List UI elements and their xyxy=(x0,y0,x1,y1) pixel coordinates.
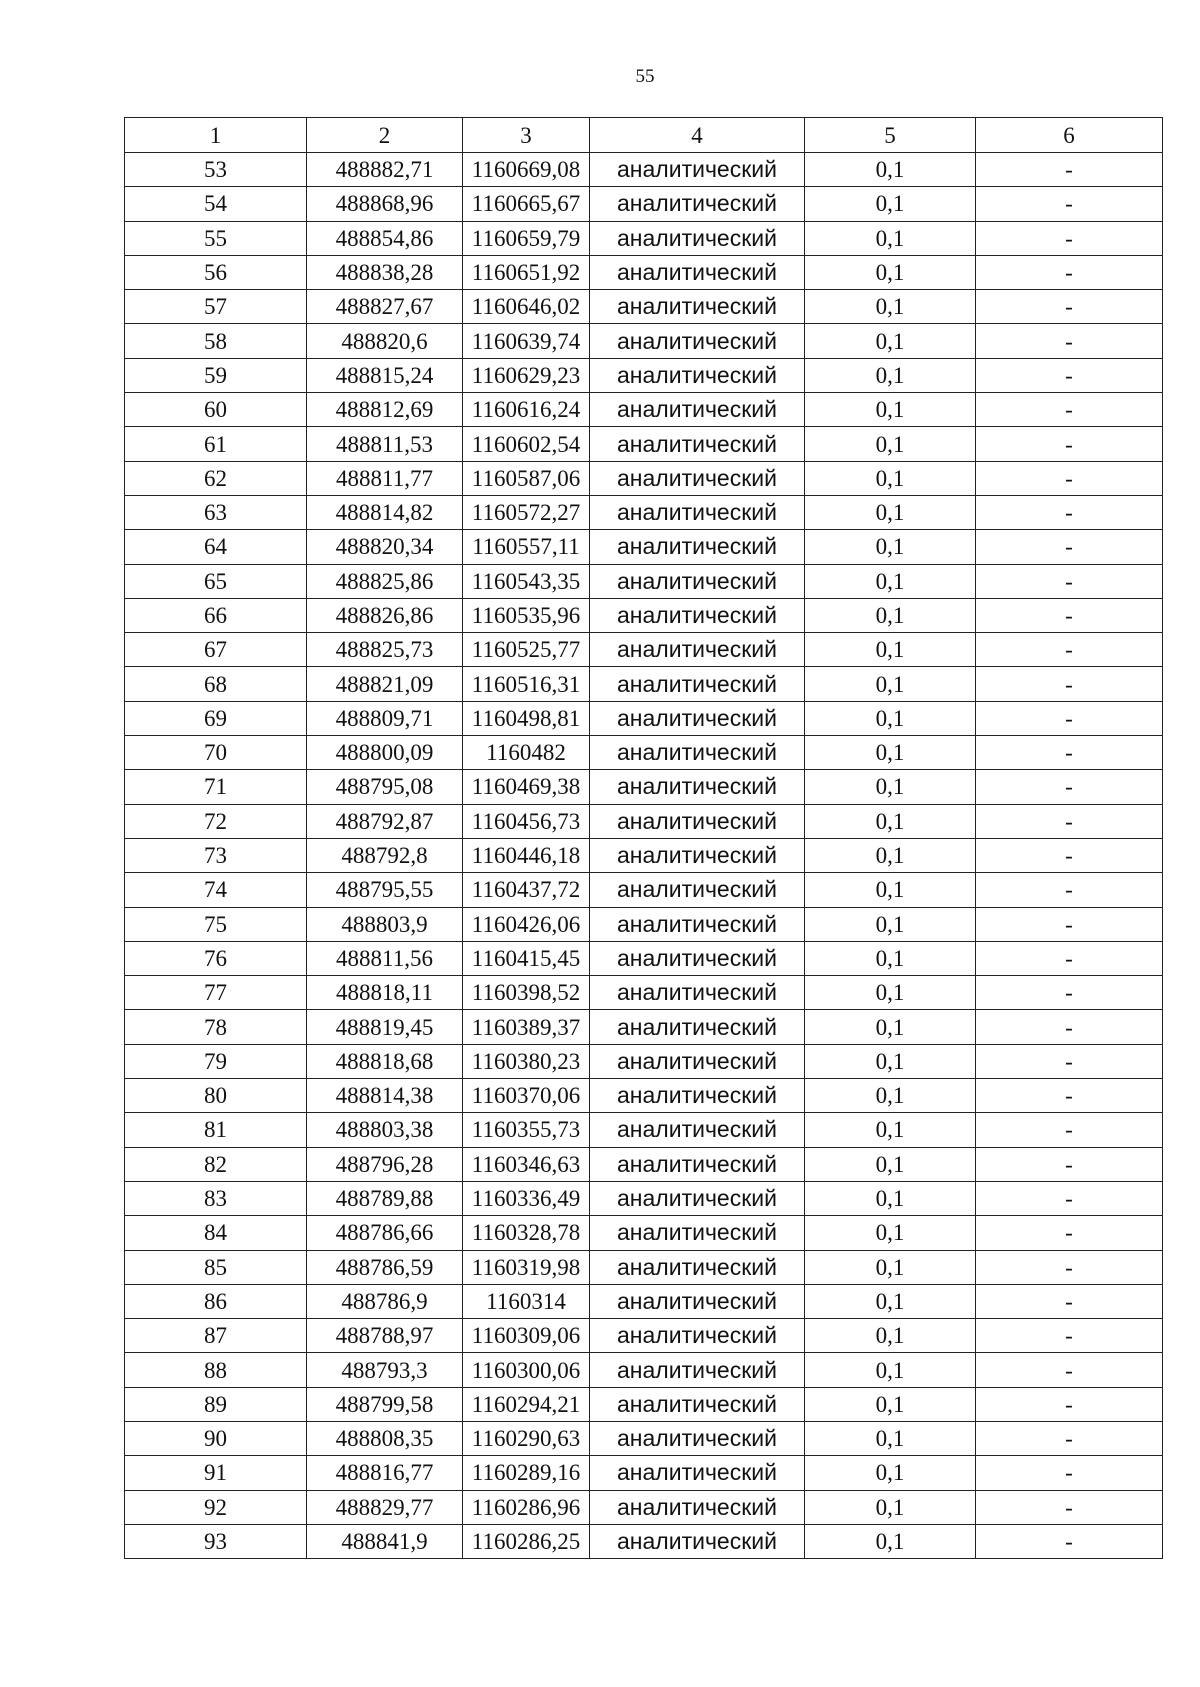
point-number-cell: 63 xyxy=(125,495,307,529)
note-cell: - xyxy=(976,1250,1163,1284)
note-cell: - xyxy=(976,804,1163,838)
table-row xyxy=(125,1456,1163,1490)
note-cell: - xyxy=(976,187,1163,221)
table-row xyxy=(125,1181,1163,1215)
coordinate-y-cell: 1160616,24 xyxy=(463,393,590,427)
coordinate-y-cell: 1160535,96 xyxy=(463,598,590,632)
table-row xyxy=(125,838,1163,872)
accuracy-cell: 0,1 xyxy=(805,1387,976,1421)
coordinate-y-cell: 1160446,18 xyxy=(463,838,590,872)
coordinate-x-cell: 488815,24 xyxy=(307,358,463,392)
point-number-cell: 73 xyxy=(125,838,307,872)
coordinate-x-cell: 488800,09 xyxy=(307,736,463,770)
note-cell: - xyxy=(976,1524,1163,1558)
table-row xyxy=(125,324,1163,358)
coordinate-y-cell: 1160328,78 xyxy=(463,1216,590,1250)
table-row xyxy=(125,187,1163,221)
coordinate-y-cell: 1160602,54 xyxy=(463,427,590,461)
note-cell: - xyxy=(976,1113,1163,1147)
column-header-5: 5 xyxy=(805,118,976,153)
method-cell: аналитический xyxy=(590,1284,805,1318)
note-cell: - xyxy=(976,633,1163,667)
table-row xyxy=(125,598,1163,632)
method-cell: аналитический xyxy=(590,804,805,838)
point-number-cell: 68 xyxy=(125,667,307,701)
table-row xyxy=(125,1353,1163,1387)
point-number-cell: 70 xyxy=(125,736,307,770)
page-number: 55 xyxy=(635,66,655,87)
note-cell: - xyxy=(976,770,1163,804)
accuracy-cell: 0,1 xyxy=(805,667,976,701)
coordinate-x-cell: 488795,55 xyxy=(307,873,463,907)
note-cell: - xyxy=(976,701,1163,735)
note-cell: - xyxy=(976,838,1163,872)
table-row xyxy=(125,873,1163,907)
point-number-cell: 84 xyxy=(125,1216,307,1250)
coordinate-x-cell: 488826,86 xyxy=(307,598,463,632)
table-row xyxy=(125,1113,1163,1147)
coordinate-y-cell: 1160646,02 xyxy=(463,290,590,324)
point-number-cell: 90 xyxy=(125,1421,307,1455)
point-number-cell: 76 xyxy=(125,941,307,975)
coordinate-y-cell: 1160370,06 xyxy=(463,1079,590,1113)
method-cell: аналитический xyxy=(590,941,805,975)
accuracy-cell: 0,1 xyxy=(805,736,976,770)
accuracy-cell: 0,1 xyxy=(805,907,976,941)
point-number-cell: 74 xyxy=(125,873,307,907)
coordinate-y-cell: 1160294,21 xyxy=(463,1387,590,1421)
note-cell: - xyxy=(976,564,1163,598)
table-row xyxy=(125,1216,1163,1250)
coordinate-y-cell: 1160286,96 xyxy=(463,1490,590,1524)
column-header-4: 4 xyxy=(590,118,805,153)
coordinate-y-cell: 1160336,49 xyxy=(463,1181,590,1215)
coordinate-x-cell: 488854,86 xyxy=(307,221,463,255)
method-cell: аналитический xyxy=(590,907,805,941)
note-cell: - xyxy=(976,1079,1163,1113)
point-number-cell: 55 xyxy=(125,221,307,255)
table-body xyxy=(125,153,1163,1559)
point-number-cell: 54 xyxy=(125,187,307,221)
point-number-cell: 58 xyxy=(125,324,307,358)
note-cell: - xyxy=(976,530,1163,564)
accuracy-cell: 0,1 xyxy=(805,153,976,187)
note-cell: - xyxy=(976,290,1163,324)
note-cell: - xyxy=(976,1181,1163,1215)
accuracy-cell: 0,1 xyxy=(805,1079,976,1113)
coordinate-y-cell: 1160525,77 xyxy=(463,633,590,667)
note-cell: - xyxy=(976,1456,1163,1490)
point-number-cell: 61 xyxy=(125,427,307,461)
method-cell: аналитический xyxy=(590,393,805,427)
point-number-cell: 67 xyxy=(125,633,307,667)
method-cell: аналитический xyxy=(590,358,805,392)
table-row xyxy=(125,1010,1163,1044)
table-row xyxy=(125,1284,1163,1318)
coordinate-y-cell: 1160389,37 xyxy=(463,1010,590,1044)
point-number-cell: 93 xyxy=(125,1524,307,1558)
method-cell: аналитический xyxy=(590,598,805,632)
point-number-cell: 85 xyxy=(125,1250,307,1284)
coordinate-y-cell: 1160456,73 xyxy=(463,804,590,838)
table-row xyxy=(125,495,1163,529)
coordinate-x-cell: 488795,08 xyxy=(307,770,463,804)
method-cell: аналитический xyxy=(590,1044,805,1078)
coordinate-x-cell: 488786,66 xyxy=(307,1216,463,1250)
method-cell: аналитический xyxy=(590,736,805,770)
accuracy-cell: 0,1 xyxy=(805,873,976,907)
coordinate-x-cell: 488799,58 xyxy=(307,1387,463,1421)
coordinate-y-cell: 1160639,74 xyxy=(463,324,590,358)
table-row xyxy=(125,1044,1163,1078)
table-row xyxy=(125,358,1163,392)
accuracy-cell: 0,1 xyxy=(805,530,976,564)
table-row xyxy=(125,427,1163,461)
point-number-cell: 64 xyxy=(125,530,307,564)
table-row xyxy=(125,1387,1163,1421)
column-header-2: 2 xyxy=(307,118,463,153)
method-cell: аналитический xyxy=(590,221,805,255)
table-header-row xyxy=(125,118,1163,153)
accuracy-cell: 0,1 xyxy=(805,427,976,461)
accuracy-cell: 0,1 xyxy=(805,1044,976,1078)
coordinate-y-cell: 1160346,63 xyxy=(463,1147,590,1181)
coordinate-x-cell: 488789,88 xyxy=(307,1181,463,1215)
accuracy-cell: 0,1 xyxy=(805,1421,976,1455)
coordinate-x-cell: 488868,96 xyxy=(307,187,463,221)
accuracy-cell: 0,1 xyxy=(805,564,976,598)
accuracy-cell: 0,1 xyxy=(805,1456,976,1490)
table-row xyxy=(125,255,1163,289)
coordinate-y-cell: 1160543,35 xyxy=(463,564,590,598)
method-cell: аналитический xyxy=(590,838,805,872)
accuracy-cell: 0,1 xyxy=(805,1010,976,1044)
table-row xyxy=(125,393,1163,427)
coordinate-y-cell: 1160319,98 xyxy=(463,1250,590,1284)
coordinate-x-cell: 488786,9 xyxy=(307,1284,463,1318)
accuracy-cell: 0,1 xyxy=(805,461,976,495)
coordinate-y-cell: 1160587,06 xyxy=(463,461,590,495)
point-number-cell: 83 xyxy=(125,1181,307,1215)
point-number-cell: 53 xyxy=(125,153,307,187)
note-cell: - xyxy=(976,1387,1163,1421)
coordinate-y-cell: 1160469,38 xyxy=(463,770,590,804)
table-row xyxy=(125,941,1163,975)
coordinate-x-cell: 488821,09 xyxy=(307,667,463,701)
coordinate-x-cell: 488812,69 xyxy=(307,393,463,427)
coordinate-y-cell: 1160289,16 xyxy=(463,1456,590,1490)
accuracy-cell: 0,1 xyxy=(805,1147,976,1181)
table-row xyxy=(125,153,1163,187)
note-cell: - xyxy=(976,153,1163,187)
point-number-cell: 82 xyxy=(125,1147,307,1181)
note-cell: - xyxy=(976,1216,1163,1250)
method-cell: аналитический xyxy=(590,461,805,495)
coordinate-x-cell: 488811,53 xyxy=(307,427,463,461)
method-cell: аналитический xyxy=(590,1421,805,1455)
coordinate-y-cell: 1160286,25 xyxy=(463,1524,590,1558)
accuracy-cell: 0,1 xyxy=(805,187,976,221)
table-row xyxy=(125,1147,1163,1181)
note-cell: - xyxy=(976,976,1163,1010)
point-number-cell: 87 xyxy=(125,1319,307,1353)
accuracy-cell: 0,1 xyxy=(805,1250,976,1284)
method-cell: аналитический xyxy=(590,1010,805,1044)
accuracy-cell: 0,1 xyxy=(805,255,976,289)
method-cell: аналитический xyxy=(590,1079,805,1113)
point-number-cell: 92 xyxy=(125,1490,307,1524)
method-cell: аналитический xyxy=(590,153,805,187)
column-header-1: 1 xyxy=(125,118,307,153)
coordinate-y-cell: 1160415,45 xyxy=(463,941,590,975)
note-cell: - xyxy=(976,461,1163,495)
point-number-cell: 59 xyxy=(125,358,307,392)
coordinate-x-cell: 488818,68 xyxy=(307,1044,463,1078)
coordinate-x-cell: 488811,56 xyxy=(307,941,463,975)
coordinate-x-cell: 488829,77 xyxy=(307,1490,463,1524)
note-cell: - xyxy=(976,495,1163,529)
coordinate-y-cell: 1160669,08 xyxy=(463,153,590,187)
column-header-3: 3 xyxy=(463,118,590,153)
note-cell: - xyxy=(976,324,1163,358)
coordinate-y-cell: 1160437,72 xyxy=(463,873,590,907)
table-row xyxy=(125,1250,1163,1284)
coordinate-y-cell: 1160314 xyxy=(463,1284,590,1318)
coordinate-x-cell: 488814,82 xyxy=(307,495,463,529)
coordinate-x-cell: 488882,71 xyxy=(307,153,463,187)
method-cell: аналитический xyxy=(590,530,805,564)
accuracy-cell: 0,1 xyxy=(805,633,976,667)
coordinate-x-cell: 488792,8 xyxy=(307,838,463,872)
point-number-cell: 91 xyxy=(125,1456,307,1490)
accuracy-cell: 0,1 xyxy=(805,495,976,529)
accuracy-cell: 0,1 xyxy=(805,358,976,392)
coordinate-y-cell: 1160355,73 xyxy=(463,1113,590,1147)
method-cell: аналитический xyxy=(590,1147,805,1181)
coordinate-x-cell: 488838,28 xyxy=(307,255,463,289)
coordinate-x-cell: 488811,77 xyxy=(307,461,463,495)
note-cell: - xyxy=(976,1010,1163,1044)
coordinate-x-cell: 488808,35 xyxy=(307,1421,463,1455)
table-row xyxy=(125,907,1163,941)
point-number-cell: 60 xyxy=(125,393,307,427)
point-number-cell: 62 xyxy=(125,461,307,495)
point-number-cell: 81 xyxy=(125,1113,307,1147)
note-cell: - xyxy=(976,1421,1163,1455)
coordinate-x-cell: 488825,86 xyxy=(307,564,463,598)
table-row xyxy=(125,221,1163,255)
coordinate-y-cell: 1160398,52 xyxy=(463,976,590,1010)
method-cell: аналитический xyxy=(590,1319,805,1353)
coordinate-x-cell: 488796,28 xyxy=(307,1147,463,1181)
point-number-cell: 71 xyxy=(125,770,307,804)
coordinate-x-cell: 488841,9 xyxy=(307,1524,463,1558)
coordinate-y-cell: 1160659,79 xyxy=(463,221,590,255)
note-cell: - xyxy=(976,358,1163,392)
accuracy-cell: 0,1 xyxy=(805,290,976,324)
table-row xyxy=(125,1319,1163,1353)
method-cell: аналитический xyxy=(590,633,805,667)
point-number-cell: 79 xyxy=(125,1044,307,1078)
point-number-cell: 78 xyxy=(125,1010,307,1044)
coordinate-y-cell: 1160516,31 xyxy=(463,667,590,701)
note-cell: - xyxy=(976,393,1163,427)
coordinate-y-cell: 1160572,27 xyxy=(463,495,590,529)
table-row xyxy=(125,701,1163,735)
coordinate-y-cell: 1160380,23 xyxy=(463,1044,590,1078)
accuracy-cell: 0,1 xyxy=(805,324,976,358)
note-cell: - xyxy=(976,1044,1163,1078)
point-number-cell: 86 xyxy=(125,1284,307,1318)
coordinate-x-cell: 488825,73 xyxy=(307,633,463,667)
coordinate-y-cell: 1160290,63 xyxy=(463,1421,590,1455)
table-row xyxy=(125,804,1163,838)
method-cell: аналитический xyxy=(590,290,805,324)
accuracy-cell: 0,1 xyxy=(805,1284,976,1318)
table-row xyxy=(125,1421,1163,1455)
coordinate-y-cell: 1160557,11 xyxy=(463,530,590,564)
table-row xyxy=(125,1490,1163,1524)
method-cell: аналитический xyxy=(590,1113,805,1147)
coordinate-y-cell: 1160300,06 xyxy=(463,1353,590,1387)
method-cell: аналитический xyxy=(590,1181,805,1215)
method-cell: аналитический xyxy=(590,1524,805,1558)
method-cell: аналитический xyxy=(590,667,805,701)
method-cell: аналитический xyxy=(590,495,805,529)
point-number-cell: 65 xyxy=(125,564,307,598)
coordinate-x-cell: 488814,38 xyxy=(307,1079,463,1113)
point-number-cell: 77 xyxy=(125,976,307,1010)
point-number-cell: 80 xyxy=(125,1079,307,1113)
coordinate-x-cell: 488809,71 xyxy=(307,701,463,735)
table-row xyxy=(125,976,1163,1010)
note-cell: - xyxy=(976,736,1163,770)
accuracy-cell: 0,1 xyxy=(805,1181,976,1215)
coordinate-y-cell: 1160629,23 xyxy=(463,358,590,392)
method-cell: аналитический xyxy=(590,701,805,735)
table-row xyxy=(125,633,1163,667)
method-cell: аналитический xyxy=(590,564,805,598)
method-cell: аналитический xyxy=(590,1456,805,1490)
table-row xyxy=(125,667,1163,701)
point-number-cell: 57 xyxy=(125,290,307,324)
note-cell: - xyxy=(976,667,1163,701)
note-cell: - xyxy=(976,1353,1163,1387)
coordinate-x-cell: 488788,97 xyxy=(307,1319,463,1353)
column-header-6: 6 xyxy=(976,118,1163,153)
point-number-cell: 69 xyxy=(125,701,307,735)
coordinate-x-cell: 488786,59 xyxy=(307,1250,463,1284)
coordinate-x-cell: 488827,67 xyxy=(307,290,463,324)
point-number-cell: 75 xyxy=(125,907,307,941)
accuracy-cell: 0,1 xyxy=(805,393,976,427)
accuracy-cell: 0,1 xyxy=(805,1524,976,1558)
method-cell: аналитический xyxy=(590,1216,805,1250)
accuracy-cell: 0,1 xyxy=(805,221,976,255)
accuracy-cell: 0,1 xyxy=(805,1319,976,1353)
accuracy-cell: 0,1 xyxy=(805,838,976,872)
coordinate-y-cell: 1160426,06 xyxy=(463,907,590,941)
point-number-cell: 66 xyxy=(125,598,307,632)
coordinate-y-cell: 1160482 xyxy=(463,736,590,770)
method-cell: аналитический xyxy=(590,427,805,461)
accuracy-cell: 0,1 xyxy=(805,598,976,632)
table-row xyxy=(125,1524,1163,1558)
note-cell: - xyxy=(976,1147,1163,1181)
method-cell: аналитический xyxy=(590,324,805,358)
point-number-cell: 72 xyxy=(125,804,307,838)
table-row xyxy=(125,564,1163,598)
note-cell: - xyxy=(976,1284,1163,1318)
method-cell: аналитический xyxy=(590,873,805,907)
note-cell: - xyxy=(976,907,1163,941)
coordinate-x-cell: 488793,3 xyxy=(307,1353,463,1387)
coordinate-x-cell: 488818,11 xyxy=(307,976,463,1010)
method-cell: аналитический xyxy=(590,1387,805,1421)
coordinates-table xyxy=(124,117,1163,1559)
method-cell: аналитический xyxy=(590,255,805,289)
accuracy-cell: 0,1 xyxy=(805,1216,976,1250)
note-cell: - xyxy=(976,941,1163,975)
coordinate-x-cell: 488820,34 xyxy=(307,530,463,564)
accuracy-cell: 0,1 xyxy=(805,1353,976,1387)
note-cell: - xyxy=(976,873,1163,907)
note-cell: - xyxy=(976,427,1163,461)
note-cell: - xyxy=(976,255,1163,289)
table-row xyxy=(125,530,1163,564)
accuracy-cell: 0,1 xyxy=(805,701,976,735)
accuracy-cell: 0,1 xyxy=(805,1113,976,1147)
table-row xyxy=(125,461,1163,495)
coordinate-x-cell: 488803,9 xyxy=(307,907,463,941)
point-number-cell: 56 xyxy=(125,255,307,289)
accuracy-cell: 0,1 xyxy=(805,976,976,1010)
coordinate-y-cell: 1160498,81 xyxy=(463,701,590,735)
method-cell: аналитический xyxy=(590,1353,805,1387)
table-row xyxy=(125,770,1163,804)
note-cell: - xyxy=(976,1490,1163,1524)
table-row xyxy=(125,736,1163,770)
coordinate-x-cell: 488803,38 xyxy=(307,1113,463,1147)
coordinate-x-cell: 488820,6 xyxy=(307,324,463,358)
note-cell: - xyxy=(976,598,1163,632)
point-number-cell: 89 xyxy=(125,1387,307,1421)
coordinate-x-cell: 488819,45 xyxy=(307,1010,463,1044)
note-cell: - xyxy=(976,221,1163,255)
point-number-cell: 88 xyxy=(125,1353,307,1387)
table-row xyxy=(125,290,1163,324)
coordinate-y-cell: 1160309,06 xyxy=(463,1319,590,1353)
note-cell: - xyxy=(976,1319,1163,1353)
method-cell: аналитический xyxy=(590,1250,805,1284)
accuracy-cell: 0,1 xyxy=(805,1490,976,1524)
table-row xyxy=(125,1079,1163,1113)
accuracy-cell: 0,1 xyxy=(805,770,976,804)
method-cell: аналитический xyxy=(590,187,805,221)
coordinate-y-cell: 1160665,67 xyxy=(463,187,590,221)
coordinate-x-cell: 488816,77 xyxy=(307,1456,463,1490)
method-cell: аналитический xyxy=(590,770,805,804)
accuracy-cell: 0,1 xyxy=(805,941,976,975)
method-cell: аналитический xyxy=(590,1490,805,1524)
method-cell: аналитический xyxy=(590,976,805,1010)
coordinate-x-cell: 488792,87 xyxy=(307,804,463,838)
accuracy-cell: 0,1 xyxy=(805,804,976,838)
coordinate-y-cell: 1160651,92 xyxy=(463,255,590,289)
